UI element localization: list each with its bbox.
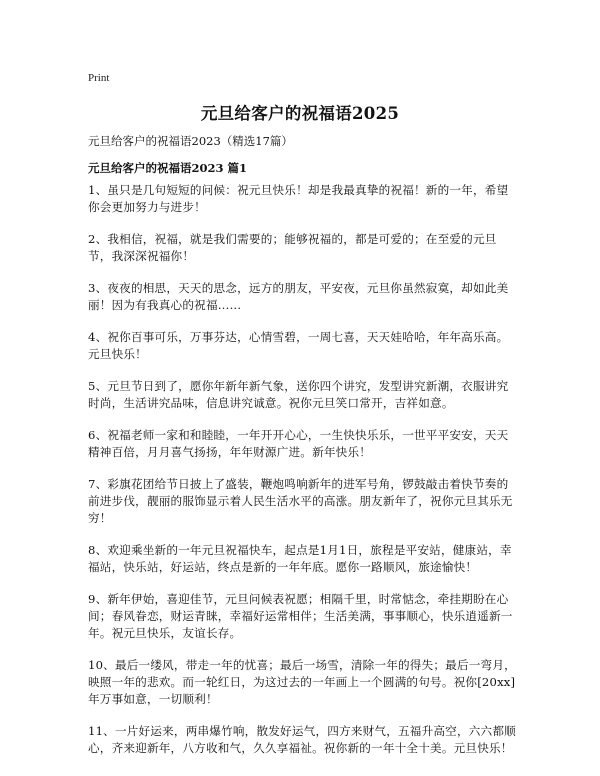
- paragraph: 7、彩旗花团给节日披上了盛装，鞭炮鸣响新年的进军号角，锣鼓敲击着快节奏的前进步伐，靓丽的服饰显示着人民生活水平的高涨。朋友新年了，祝你元旦其乐无穷！: [88, 477, 513, 525]
- page-title: 元旦给客户的祝福语2025: [200, 104, 400, 123]
- paragraph: 4、祝你百事可乐，万事芬达，心情雪碧，一周七喜，天天娃哈哈，年年高乐高。元旦快乐！: [88, 330, 509, 361]
- paragraph: 2、我相信，祝福，就是我们需要的；能够祝福的，都是可爱的；在至爱的元旦节，我深深祝福你！: [88, 232, 497, 263]
- document-subtitle: 元旦给客户的祝福语2023（精选17篇）: [88, 134, 293, 148]
- paragraph: 11、一片好运来，两串爆竹响，散发好运气，四方来财气，五福升高空，六六都顺心，齐来迎新年，八方收和气，久久享福祉。祝你新的一年十全十美。元旦快乐！: [88, 724, 516, 755]
- paragraph: 3、夜夜的相思，天天的思念，远方的朋友，平安夜，元旦你虽然寂寞，却如此美丽！因为有我真心的祝福……: [88, 281, 509, 312]
- section-heading: 元旦给客户的祝福语2023 篇1: [88, 161, 248, 175]
- paragraph: 5、元旦节日到了，愿你年新年新气象，送你四个讲究，发型讲究新潮，衣服讲究时尚，生活讲究品味，信息讲究诚意。祝你元旦笑口常开，吉祥如意。: [88, 379, 509, 410]
- article-body: [88, 182, 516, 772]
- paragraph: 1、虽只是几句短短的问候：祝元旦快乐！却是我最真挚的祝福！新的一年，希望你会更加努力与进步！: [88, 183, 509, 214]
- paragraph: 6、祝福老师一家和和睦睦，一年开开心心，一生快快乐乐，一世平平安安，天天精神百倍，月月喜气扬扬，年年财源广进。新年快乐！: [88, 428, 509, 459]
- paragraph: 9、新年伊始，喜迎佳节，元旦问候表祝愿；相隔千里，时常惦念，牵挂期盼在心间；春风眷恋，财运青睐，幸福好运常相伴；生活美满，事事顺心，快乐逍遥新一年。祝元旦快乐，友谊长存。: [88, 592, 513, 640]
- print-link[interactable]: Print: [88, 72, 110, 84]
- paragraph: 8、欢迎乘坐新的一年元旦祝福快车，起点是1月1日，旅程是平安站，健康站，幸福站，快乐站，好运站，终点是新的一年年底。愿你一路顺风，旅途愉快！: [88, 543, 512, 574]
- paragraph: 10、最后一缕风，带走一年的忧喜；最后一场雪，清除一年的得失；最后一弯月，映照一年的悲欢。而一轮红日，为这过去的一年画上一个圆满的句号。祝你[20xx]年万事如意，一切顺利！: [88, 658, 516, 706]
